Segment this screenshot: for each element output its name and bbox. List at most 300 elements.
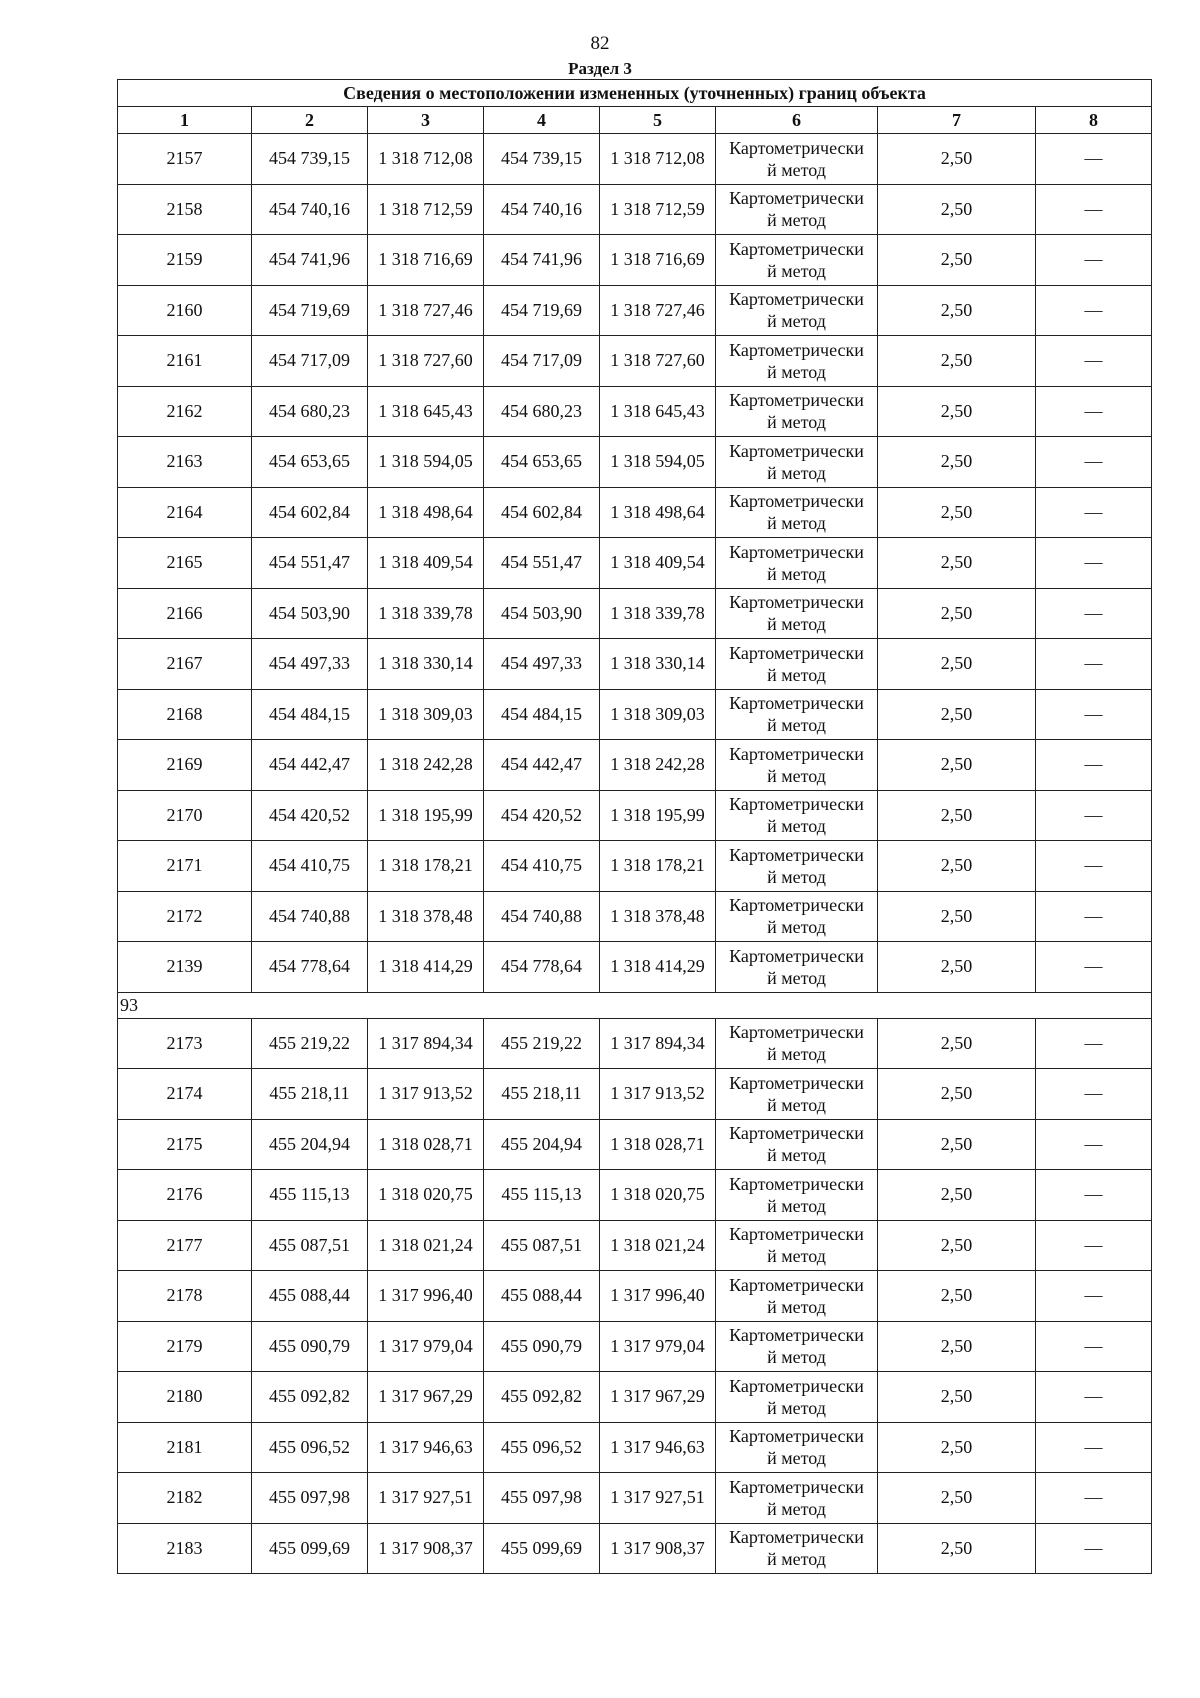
x-new-cell: 454 740,16 <box>484 184 600 235</box>
x-old-cell: 454 653,65 <box>252 437 368 488</box>
x-new-cell: 455 088,44 <box>484 1271 600 1322</box>
y-new-cell: 1 318 021,24 <box>600 1220 716 1271</box>
point-number-cell: 2182 <box>118 1473 252 1524</box>
method-text-line1: Картометрически <box>729 1274 864 1295</box>
method-text-line2: й метод <box>767 664 826 685</box>
table-row <box>118 689 1152 740</box>
y-old-cell: 1 318 727,46 <box>368 285 484 336</box>
method-cell <box>716 336 878 387</box>
table-row <box>118 841 1152 892</box>
method-cell <box>716 1523 878 1574</box>
y-new-cell: 1 318 378,48 <box>600 891 716 942</box>
empty-cell: — <box>1036 487 1152 538</box>
empty-cell: — <box>1036 437 1152 488</box>
method-text-line1: Картометрически <box>729 1123 864 1144</box>
y-new-cell: 1 318 727,60 <box>600 336 716 387</box>
accuracy-cell: 2,50 <box>878 1119 1036 1170</box>
table-row <box>118 588 1152 639</box>
empty-cell: — <box>1036 184 1152 235</box>
table-row <box>118 740 1152 791</box>
accuracy-cell: 2,50 <box>878 891 1036 942</box>
method-cell <box>716 1069 878 1120</box>
table-row <box>118 1321 1152 1372</box>
y-old-cell: 1 318 339,78 <box>368 588 484 639</box>
x-new-cell: 454 740,88 <box>484 891 600 942</box>
method-text-line1: Картометрически <box>729 794 864 815</box>
table-row <box>118 1069 1152 1120</box>
accuracy-cell: 2,50 <box>878 1170 1036 1221</box>
method-cell <box>716 1220 878 1271</box>
accuracy-cell: 2,50 <box>878 134 1036 185</box>
point-number-cell: 2165 <box>118 538 252 589</box>
y-new-cell: 1 317 967,29 <box>600 1372 716 1423</box>
y-new-cell: 1 318 242,28 <box>600 740 716 791</box>
table-caption: Сведения о местоположении измененных (уточненных) границ объекта <box>118 80 1152 107</box>
method-text-line2: й метод <box>767 412 826 433</box>
point-number-cell: 2167 <box>118 639 252 690</box>
y-old-cell: 1 318 727,60 <box>368 336 484 387</box>
accuracy-cell: 2,50 <box>878 841 1036 892</box>
table-row <box>118 487 1152 538</box>
y-new-cell: 1 318 414,29 <box>600 942 716 993</box>
empty-cell: — <box>1036 1119 1152 1170</box>
method-text-line1: Картометрически <box>729 1072 864 1093</box>
group-label-row <box>118 992 1152 1018</box>
method-text-line2: й метод <box>767 1397 826 1418</box>
method-cell <box>716 1119 878 1170</box>
method-cell <box>716 437 878 488</box>
method-cell <box>716 1422 878 1473</box>
accuracy-cell: 2,50 <box>878 1372 1036 1423</box>
x-new-cell: 454 420,52 <box>484 790 600 841</box>
y-old-cell: 1 318 242,28 <box>368 740 484 791</box>
method-text-line2: й метод <box>767 1195 826 1216</box>
point-number-cell: 2177 <box>118 1220 252 1271</box>
page-number: 82 <box>590 33 610 54</box>
y-new-cell: 1 318 330,14 <box>600 639 716 690</box>
method-text-line2: й метод <box>767 1094 826 1115</box>
x-old-cell: 454 740,16 <box>252 184 368 235</box>
x-new-cell: 454 739,15 <box>484 134 600 185</box>
table-row <box>118 235 1152 286</box>
method-text-line2: й метод <box>767 1498 826 1519</box>
empty-cell: — <box>1036 942 1152 993</box>
accuracy-cell: 2,50 <box>878 588 1036 639</box>
method-cell <box>716 1170 878 1221</box>
x-old-cell: 454 717,09 <box>252 336 368 387</box>
accuracy-cell: 2,50 <box>878 1473 1036 1524</box>
method-text-line1: Картометрически <box>729 491 864 512</box>
x-new-cell: 454 719,69 <box>484 285 600 336</box>
accuracy-cell: 2,50 <box>878 437 1036 488</box>
x-old-cell: 455 097,98 <box>252 1473 368 1524</box>
table-row <box>118 184 1152 235</box>
point-number-cell: 2168 <box>118 689 252 740</box>
method-cell <box>716 487 878 538</box>
table-row <box>118 1422 1152 1473</box>
y-new-cell: 1 318 409,54 <box>600 538 716 589</box>
method-cell <box>716 285 878 336</box>
x-new-cell: 454 602,84 <box>484 487 600 538</box>
method-text-line2: й метод <box>767 1347 826 1368</box>
table-row <box>118 639 1152 690</box>
y-new-cell: 1 317 927,51 <box>600 1473 716 1524</box>
method-text-line2: й метод <box>767 1296 826 1317</box>
method-text-line2: й метод <box>767 816 826 837</box>
accuracy-cell: 2,50 <box>878 235 1036 286</box>
y-old-cell: 1 318 712,08 <box>368 134 484 185</box>
method-text-line2: й метод <box>767 1448 826 1469</box>
x-old-cell: 455 088,44 <box>252 1271 368 1322</box>
method-text-line2: й метод <box>767 967 826 988</box>
method-text-line2: й метод <box>767 159 826 180</box>
accuracy-cell: 2,50 <box>878 1220 1036 1271</box>
y-old-cell: 1 318 712,59 <box>368 184 484 235</box>
accuracy-cell: 2,50 <box>878 1321 1036 1372</box>
point-number-cell: 2159 <box>118 235 252 286</box>
accuracy-cell: 2,50 <box>878 1422 1036 1473</box>
method-text-line2: й метод <box>767 513 826 534</box>
empty-cell: — <box>1036 1523 1152 1574</box>
method-text-line1: Картометрически <box>729 1476 864 1497</box>
empty-cell: — <box>1036 1018 1152 1069</box>
y-old-cell: 1 318 716,69 <box>368 235 484 286</box>
method-text-line1: Картометрически <box>729 137 864 158</box>
accuracy-cell: 2,50 <box>878 790 1036 841</box>
method-text-line2: й метод <box>767 917 826 938</box>
empty-cell: — <box>1036 1170 1152 1221</box>
point-number-cell: 2164 <box>118 487 252 538</box>
accuracy-cell: 2,50 <box>878 740 1036 791</box>
x-new-cell: 454 497,33 <box>484 639 600 690</box>
method-text-line1: Картометрически <box>729 1426 864 1447</box>
x-new-cell: 455 087,51 <box>484 1220 600 1271</box>
y-new-cell: 1 318 712,08 <box>600 134 716 185</box>
method-text-line1: Картометрически <box>729 844 864 865</box>
accuracy-cell: 2,50 <box>878 538 1036 589</box>
empty-cell: — <box>1036 841 1152 892</box>
empty-cell: — <box>1036 689 1152 740</box>
x-old-cell: 454 602,84 <box>252 487 368 538</box>
empty-cell: — <box>1036 235 1152 286</box>
table-row <box>118 1523 1152 1574</box>
method-text-line2: й метод <box>767 210 826 231</box>
empty-cell: — <box>1036 1271 1152 1322</box>
method-text-line1: Картометрически <box>729 1375 864 1396</box>
section-title: Раздел 3 <box>568 59 632 78</box>
x-new-cell: 454 551,47 <box>484 538 600 589</box>
method-text-line2: й метод <box>767 614 826 635</box>
x-old-cell: 454 739,15 <box>252 134 368 185</box>
x-new-cell: 454 484,15 <box>484 689 600 740</box>
point-number-cell: 2173 <box>118 1018 252 1069</box>
x-old-cell: 454 680,23 <box>252 386 368 437</box>
y-new-cell: 1 318 020,75 <box>600 1170 716 1221</box>
group-label: 93 <box>118 992 1152 1018</box>
x-new-cell: 455 097,98 <box>484 1473 600 1524</box>
y-old-cell: 1 318 309,03 <box>368 689 484 740</box>
x-old-cell: 454 551,47 <box>252 538 368 589</box>
empty-cell: — <box>1036 1422 1152 1473</box>
table-body-group-2 <box>118 1018 1152 1574</box>
method-text-line2: й метод <box>767 866 826 887</box>
method-text-line2: й метод <box>767 462 826 483</box>
table-row <box>118 437 1152 488</box>
method-cell <box>716 1372 878 1423</box>
empty-cell: — <box>1036 790 1152 841</box>
point-number-cell: 2162 <box>118 386 252 437</box>
empty-cell: — <box>1036 285 1152 336</box>
x-old-cell: 454 719,69 <box>252 285 368 336</box>
point-number-cell: 2161 <box>118 336 252 387</box>
y-old-cell: 1 318 020,75 <box>368 1170 484 1221</box>
table-row <box>118 1220 1152 1271</box>
method-text-line2: й метод <box>767 715 826 736</box>
table-row <box>118 891 1152 942</box>
y-new-cell: 1 317 913,52 <box>600 1069 716 1120</box>
accuracy-cell: 2,50 <box>878 639 1036 690</box>
method-cell <box>716 386 878 437</box>
x-new-cell: 454 442,47 <box>484 740 600 791</box>
x-new-cell: 455 099,69 <box>484 1523 600 1574</box>
y-old-cell: 1 318 409,54 <box>368 538 484 589</box>
table-row <box>118 790 1152 841</box>
point-number-cell: 2171 <box>118 841 252 892</box>
method-cell <box>716 588 878 639</box>
method-text-line1: Картометрически <box>729 541 864 562</box>
table-row <box>118 942 1152 993</box>
point-number-cell: 2181 <box>118 1422 252 1473</box>
x-new-cell: 454 680,23 <box>484 386 600 437</box>
table-row <box>118 1170 1152 1221</box>
table-body-group-1 <box>118 134 1152 993</box>
y-new-cell: 1 318 712,59 <box>600 184 716 235</box>
method-cell <box>716 134 878 185</box>
x-old-cell: 454 778,64 <box>252 942 368 993</box>
x-new-cell: 455 115,13 <box>484 1170 600 1221</box>
point-number-cell: 2139 <box>118 942 252 993</box>
x-old-cell: 454 410,75 <box>252 841 368 892</box>
method-cell <box>716 1018 878 1069</box>
x-old-cell: 455 096,52 <box>252 1422 368 1473</box>
point-number-cell: 2180 <box>118 1372 252 1423</box>
x-new-cell: 455 096,52 <box>484 1422 600 1473</box>
x-old-cell: 455 218,11 <box>252 1069 368 1120</box>
accuracy-cell: 2,50 <box>878 487 1036 538</box>
method-cell <box>716 1271 878 1322</box>
empty-cell: — <box>1036 134 1152 185</box>
method-text-line1: Картометрически <box>729 1325 864 1346</box>
x-old-cell: 454 503,90 <box>252 588 368 639</box>
y-old-cell: 1 317 913,52 <box>368 1069 484 1120</box>
empty-cell: — <box>1036 336 1152 387</box>
x-old-cell: 455 099,69 <box>252 1523 368 1574</box>
method-cell <box>716 235 878 286</box>
method-text-line2: й метод <box>767 765 826 786</box>
method-text-line1: Картометрически <box>729 895 864 916</box>
y-old-cell: 1 317 996,40 <box>368 1271 484 1322</box>
table-row <box>118 285 1152 336</box>
method-text-line2: й метод <box>767 1044 826 1065</box>
method-text-line1: Картометрически <box>729 642 864 663</box>
x-new-cell: 454 653,65 <box>484 437 600 488</box>
method-text-line2: й метод <box>767 1549 826 1570</box>
method-text-line1: Картометрически <box>729 592 864 613</box>
y-new-cell: 1 318 178,21 <box>600 841 716 892</box>
table-row <box>118 538 1152 589</box>
method-cell <box>716 790 878 841</box>
column-number: 4 <box>484 107 600 134</box>
y-old-cell: 1 317 927,51 <box>368 1473 484 1524</box>
y-new-cell: 1 317 894,34 <box>600 1018 716 1069</box>
y-old-cell: 1 318 378,48 <box>368 891 484 942</box>
y-old-cell: 1 318 645,43 <box>368 386 484 437</box>
empty-cell: — <box>1036 639 1152 690</box>
method-text-line2: й метод <box>767 1246 826 1267</box>
y-new-cell: 1 318 028,71 <box>600 1119 716 1170</box>
y-new-cell: 1 318 498,64 <box>600 487 716 538</box>
x-old-cell: 454 497,33 <box>252 639 368 690</box>
method-cell <box>716 184 878 235</box>
x-old-cell: 454 484,15 <box>252 689 368 740</box>
y-old-cell: 1 317 908,37 <box>368 1523 484 1574</box>
x-new-cell: 454 717,09 <box>484 336 600 387</box>
column-number: 7 <box>878 107 1036 134</box>
x-old-cell: 455 090,79 <box>252 1321 368 1372</box>
y-old-cell: 1 317 894,34 <box>368 1018 484 1069</box>
y-old-cell: 1 318 028,71 <box>368 1119 484 1170</box>
column-number: 2 <box>252 107 368 134</box>
method-text-line1: Картометрически <box>729 945 864 966</box>
point-number-cell: 2169 <box>118 740 252 791</box>
method-cell <box>716 891 878 942</box>
point-number-cell: 2183 <box>118 1523 252 1574</box>
y-new-cell: 1 318 727,46 <box>600 285 716 336</box>
table-row <box>118 1119 1152 1170</box>
method-text-line2: й метод <box>767 311 826 332</box>
group-separator <box>118 992 1152 1018</box>
method-cell <box>716 841 878 892</box>
point-number-cell: 2158 <box>118 184 252 235</box>
column-number: 6 <box>716 107 878 134</box>
method-text-line1: Картометрически <box>729 693 864 714</box>
y-new-cell: 1 317 996,40 <box>600 1271 716 1322</box>
x-new-cell: 454 410,75 <box>484 841 600 892</box>
accuracy-cell: 2,50 <box>878 1069 1036 1120</box>
method-cell <box>716 740 878 791</box>
point-number-cell: 2166 <box>118 588 252 639</box>
empty-cell: — <box>1036 891 1152 942</box>
x-old-cell: 455 092,82 <box>252 1372 368 1423</box>
point-number-cell: 2175 <box>118 1119 252 1170</box>
y-new-cell: 1 317 946,63 <box>600 1422 716 1473</box>
point-number-cell: 2176 <box>118 1170 252 1221</box>
method-text-line2: й метод <box>767 563 826 584</box>
x-old-cell: 455 219,22 <box>252 1018 368 1069</box>
method-cell <box>716 538 878 589</box>
y-old-cell: 1 317 979,04 <box>368 1321 484 1372</box>
method-text-line1: Картометрически <box>729 289 864 310</box>
accuracy-cell: 2,50 <box>878 285 1036 336</box>
accuracy-cell: 2,50 <box>878 1018 1036 1069</box>
table-row <box>118 1372 1152 1423</box>
method-cell <box>716 942 878 993</box>
empty-cell: — <box>1036 588 1152 639</box>
column-number: 1 <box>118 107 252 134</box>
table-row <box>118 386 1152 437</box>
x-old-cell: 455 087,51 <box>252 1220 368 1271</box>
x-old-cell: 454 741,96 <box>252 235 368 286</box>
x-new-cell: 455 218,11 <box>484 1069 600 1120</box>
method-text-line1: Картометрически <box>729 440 864 461</box>
empty-cell: — <box>1036 740 1152 791</box>
x-new-cell: 454 503,90 <box>484 588 600 639</box>
y-old-cell: 1 318 178,21 <box>368 841 484 892</box>
point-number-cell: 2163 <box>118 437 252 488</box>
method-text-line2: й метод <box>767 361 826 382</box>
y-old-cell: 1 318 498,64 <box>368 487 484 538</box>
empty-cell: — <box>1036 538 1152 589</box>
x-old-cell: 454 420,52 <box>252 790 368 841</box>
x-old-cell: 454 442,47 <box>252 740 368 791</box>
method-text-line1: Картометрически <box>729 188 864 209</box>
x-old-cell: 455 204,94 <box>252 1119 368 1170</box>
y-new-cell: 1 318 716,69 <box>600 235 716 286</box>
method-text-line1: Картометрически <box>729 238 864 259</box>
table-row <box>118 1473 1152 1524</box>
y-new-cell: 1 318 645,43 <box>600 386 716 437</box>
table-row <box>118 1018 1152 1069</box>
method-text-line1: Картометрически <box>729 1224 864 1245</box>
method-text-line1: Картометрически <box>729 390 864 411</box>
method-text-line1: Картометрически <box>729 743 864 764</box>
point-number-cell: 2160 <box>118 285 252 336</box>
method-cell <box>716 1473 878 1524</box>
table-row <box>118 336 1152 387</box>
method-cell <box>716 1321 878 1372</box>
y-old-cell: 1 318 195,99 <box>368 790 484 841</box>
y-new-cell: 1 317 908,37 <box>600 1523 716 1574</box>
y-old-cell: 1 318 594,05 <box>368 437 484 488</box>
accuracy-cell: 2,50 <box>878 1523 1036 1574</box>
x-new-cell: 454 778,64 <box>484 942 600 993</box>
empty-cell: — <box>1036 1473 1152 1524</box>
accuracy-cell: 2,50 <box>878 942 1036 993</box>
method-cell <box>716 689 878 740</box>
column-number: 3 <box>368 107 484 134</box>
accuracy-cell: 2,50 <box>878 386 1036 437</box>
accuracy-cell: 2,50 <box>878 184 1036 235</box>
point-number-cell: 2157 <box>118 134 252 185</box>
y-new-cell: 1 318 594,05 <box>600 437 716 488</box>
column-number-row <box>118 107 1152 134</box>
y-old-cell: 1 318 414,29 <box>368 942 484 993</box>
empty-cell: — <box>1036 1220 1152 1271</box>
x-new-cell: 455 204,94 <box>484 1119 600 1170</box>
table-row <box>118 134 1152 185</box>
point-number-cell: 2172 <box>118 891 252 942</box>
y-new-cell: 1 318 339,78 <box>600 588 716 639</box>
empty-cell: — <box>1036 1372 1152 1423</box>
accuracy-cell: 2,50 <box>878 336 1036 387</box>
x-old-cell: 454 740,88 <box>252 891 368 942</box>
y-old-cell: 1 317 967,29 <box>368 1372 484 1423</box>
y-new-cell: 1 318 195,99 <box>600 790 716 841</box>
point-number-cell: 2179 <box>118 1321 252 1372</box>
y-old-cell: 1 318 021,24 <box>368 1220 484 1271</box>
column-number: 5 <box>600 107 716 134</box>
y-old-cell: 1 318 330,14 <box>368 639 484 690</box>
